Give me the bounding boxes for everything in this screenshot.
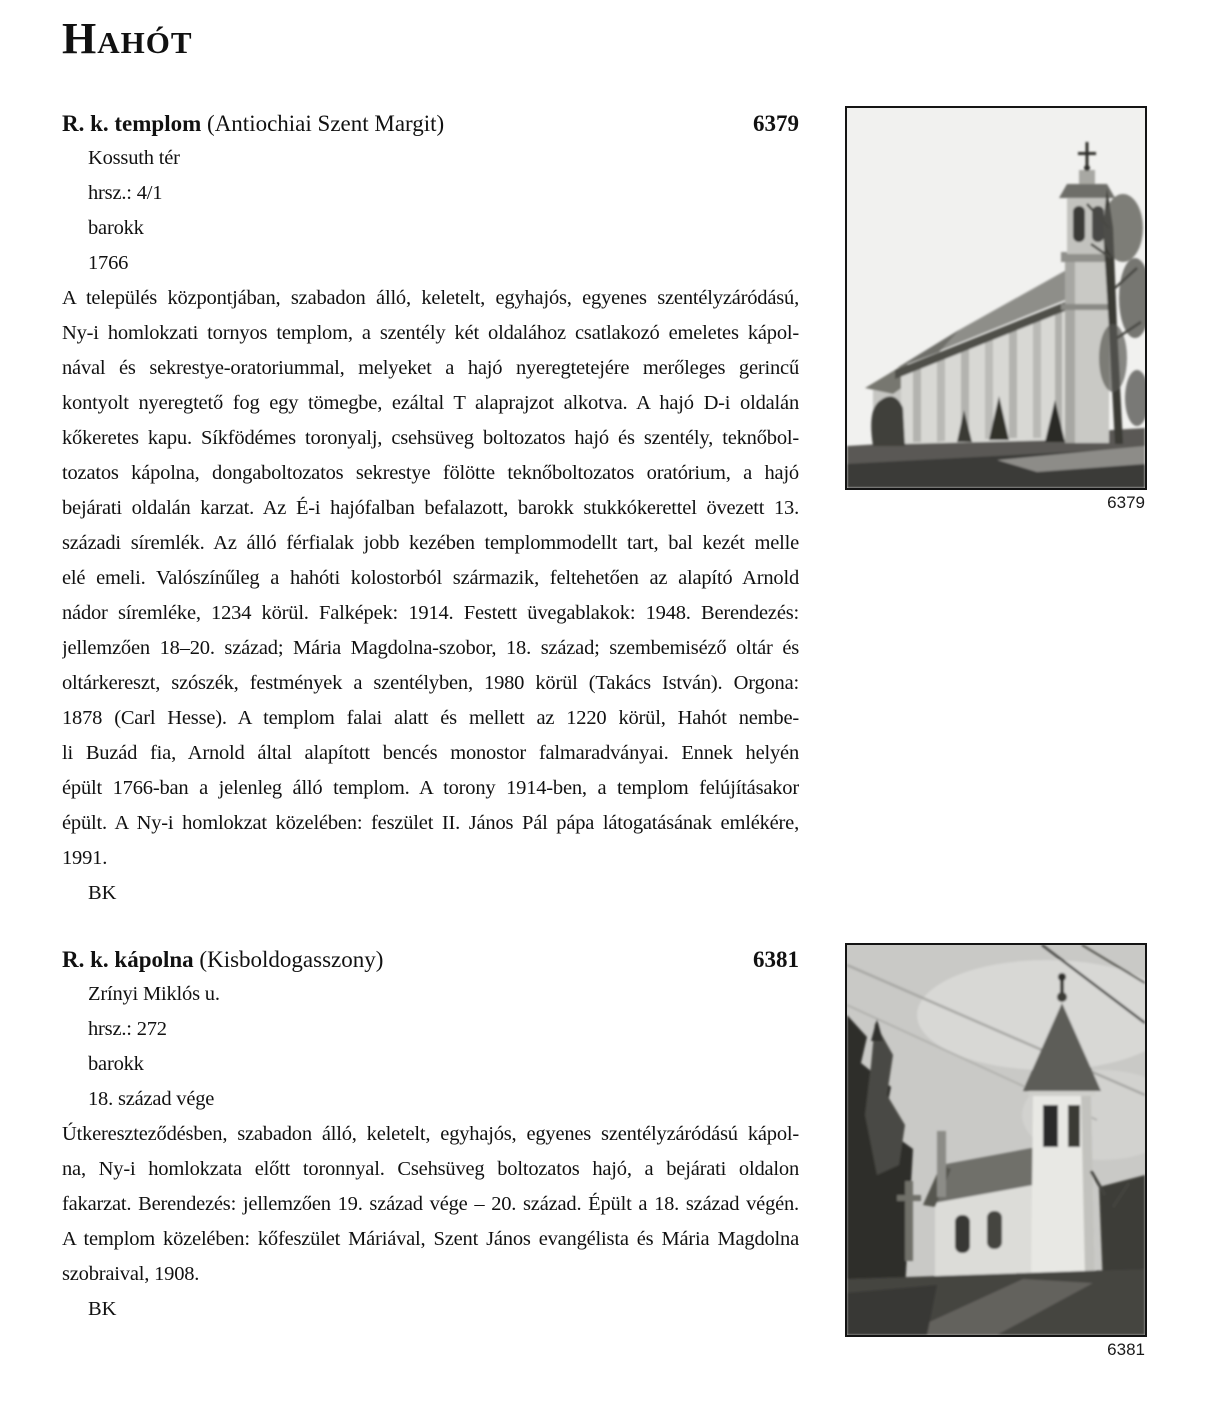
detail-line: Zrínyi Miklós u. (88, 983, 220, 1005)
entry-details (62, 141, 799, 281)
entry-details (62, 977, 799, 1117)
photo-caption: 6381 (1107, 1340, 1145, 1359)
chapel-photo-illustration (847, 945, 1145, 1335)
entry-body (62, 281, 799, 876)
entry-title-name: R. k. templom (62, 111, 202, 136)
detail-line: barokk (88, 217, 144, 239)
text-column (62, 14, 799, 1327)
body-line: nádor síremléke, 1234 körül. Falképek: 1914. Festett üvegablakok: 1948. Berendezés: (62, 602, 799, 624)
body-line: li Buzád fia, Arnold által alapított bencés monostor falmaradványai. Ennek helyén (62, 742, 799, 764)
entry-title-dedication: (Antiochiai Szent Margit) (201, 111, 445, 136)
entry-title (62, 106, 444, 141)
detail-line: barokk (88, 1053, 144, 1075)
body-line: épült. A Ny-i homlokzat közelében: feszület II. János Pál pápa látogatásának emlékére, (62, 812, 799, 834)
entry-title-dedication: (Kisboldogasszony) (193, 947, 384, 972)
body-line: 1991. (62, 847, 108, 869)
detail-line: 18. század vége (88, 1088, 215, 1110)
photo-frame (845, 106, 1147, 490)
photo-chapel-6381 (845, 943, 1147, 1361)
body-line: A település központjában, szabadon álló, keletelt, egyhajós, egyenes szentélyzáródású, (62, 287, 799, 309)
body-line: tozatos kápolna, dongaboltozatos sekrestye fölötte teknőboltozatos oratórium, a hajó (62, 462, 799, 484)
photo-frame (845, 943, 1147, 1337)
detail-line: 1766 (88, 252, 129, 274)
body-line: nával és sekrestye-oratoriummal, melyeket a hajó nyeregtetejére merőleges gerincű (62, 357, 799, 379)
body-line: Ny-i homlokzati tornyos templom, a szentély két oldalához csatlakozó emeletes kápol- (62, 322, 799, 344)
detail-line: hrsz.: 272 (88, 1018, 167, 1040)
entry-6381 (62, 942, 799, 1327)
photo-church-6379 (845, 106, 1147, 514)
page-title: Hahót (62, 14, 193, 63)
body-line: szobraival, 1908. (62, 1263, 200, 1285)
author-initials: BK (88, 882, 117, 904)
entry-number: 6379 (753, 111, 799, 136)
body-line: A templom közelében: kőfeszület Máriával, Szent János evangélista és Mária Magdolna (62, 1228, 799, 1250)
entry-header-6381 (62, 942, 799, 977)
body-line: fakarzat. Berendezés: jellemzően 19. század vége – 20. század. Épült a 18. század végén. (62, 1193, 799, 1215)
entry-title-name: R. k. kápolna (62, 947, 194, 972)
body-line: elé emeli. Valószínűleg a hahóti kolostorból származik, feltehetően az alapító Arnold (62, 567, 799, 589)
entry-6379 (62, 106, 799, 911)
body-line: 1878 (Carl Hesse). A templom falai alatt és mellett az 1220 körül, Hahót nembe- (62, 707, 799, 729)
body-line: na, Ny-i homlokzata előtt toronnyal. Csehsüveg boltozatos hajó, a bejárati oldalon (62, 1158, 799, 1180)
body-line: századi síremlék. Az álló férfialak jobb kezében templommodellt tart, bal kezét melle (62, 532, 799, 554)
body-line: jellemzően 18–20. század; Mária Magdolna-szobor, 18. század; szembemiséző oltár és (62, 637, 799, 659)
author-initials: BK (88, 1298, 117, 1320)
entry-number: 6381 (753, 947, 799, 972)
body-line: kontyolt nyeregtető fog egy tömegbe, ezáltal T alaprajzot alkotva. A hajó D-i oldalán (62, 392, 799, 414)
body-line: kőkeretes kapu. Síkfödémes toronyalj, csehsüveg boltozatos hajó és szentély, teknőbol- (62, 427, 799, 449)
entry-header-6379 (62, 106, 799, 141)
detail-line: hrsz.: 4/1 (88, 182, 163, 204)
body-line: bejárati oldalán karzat. Az É-i hajófalban befalazott, barokk stukkókerettel övezett 13. (62, 497, 799, 519)
entry-body (62, 1117, 799, 1292)
entry-title (62, 942, 383, 977)
photo-caption: 6379 (1107, 493, 1145, 512)
detail-line: Kossuth tér (88, 147, 180, 169)
body-line: Útkereszteződésben, szabadon álló, keletelt, egyhajós, egyenes szentélyzáródású kápol- (62, 1123, 799, 1145)
body-line: épült 1766-ban a jelenleg álló templom. A torony 1914-ben, a templom felújításakor (62, 777, 799, 799)
body-line: oltárkereszt, szószék, festmények a szentélyben, 1980 körül (Takács István). Orgona: (62, 672, 799, 694)
church-photo-illustration (847, 108, 1145, 488)
